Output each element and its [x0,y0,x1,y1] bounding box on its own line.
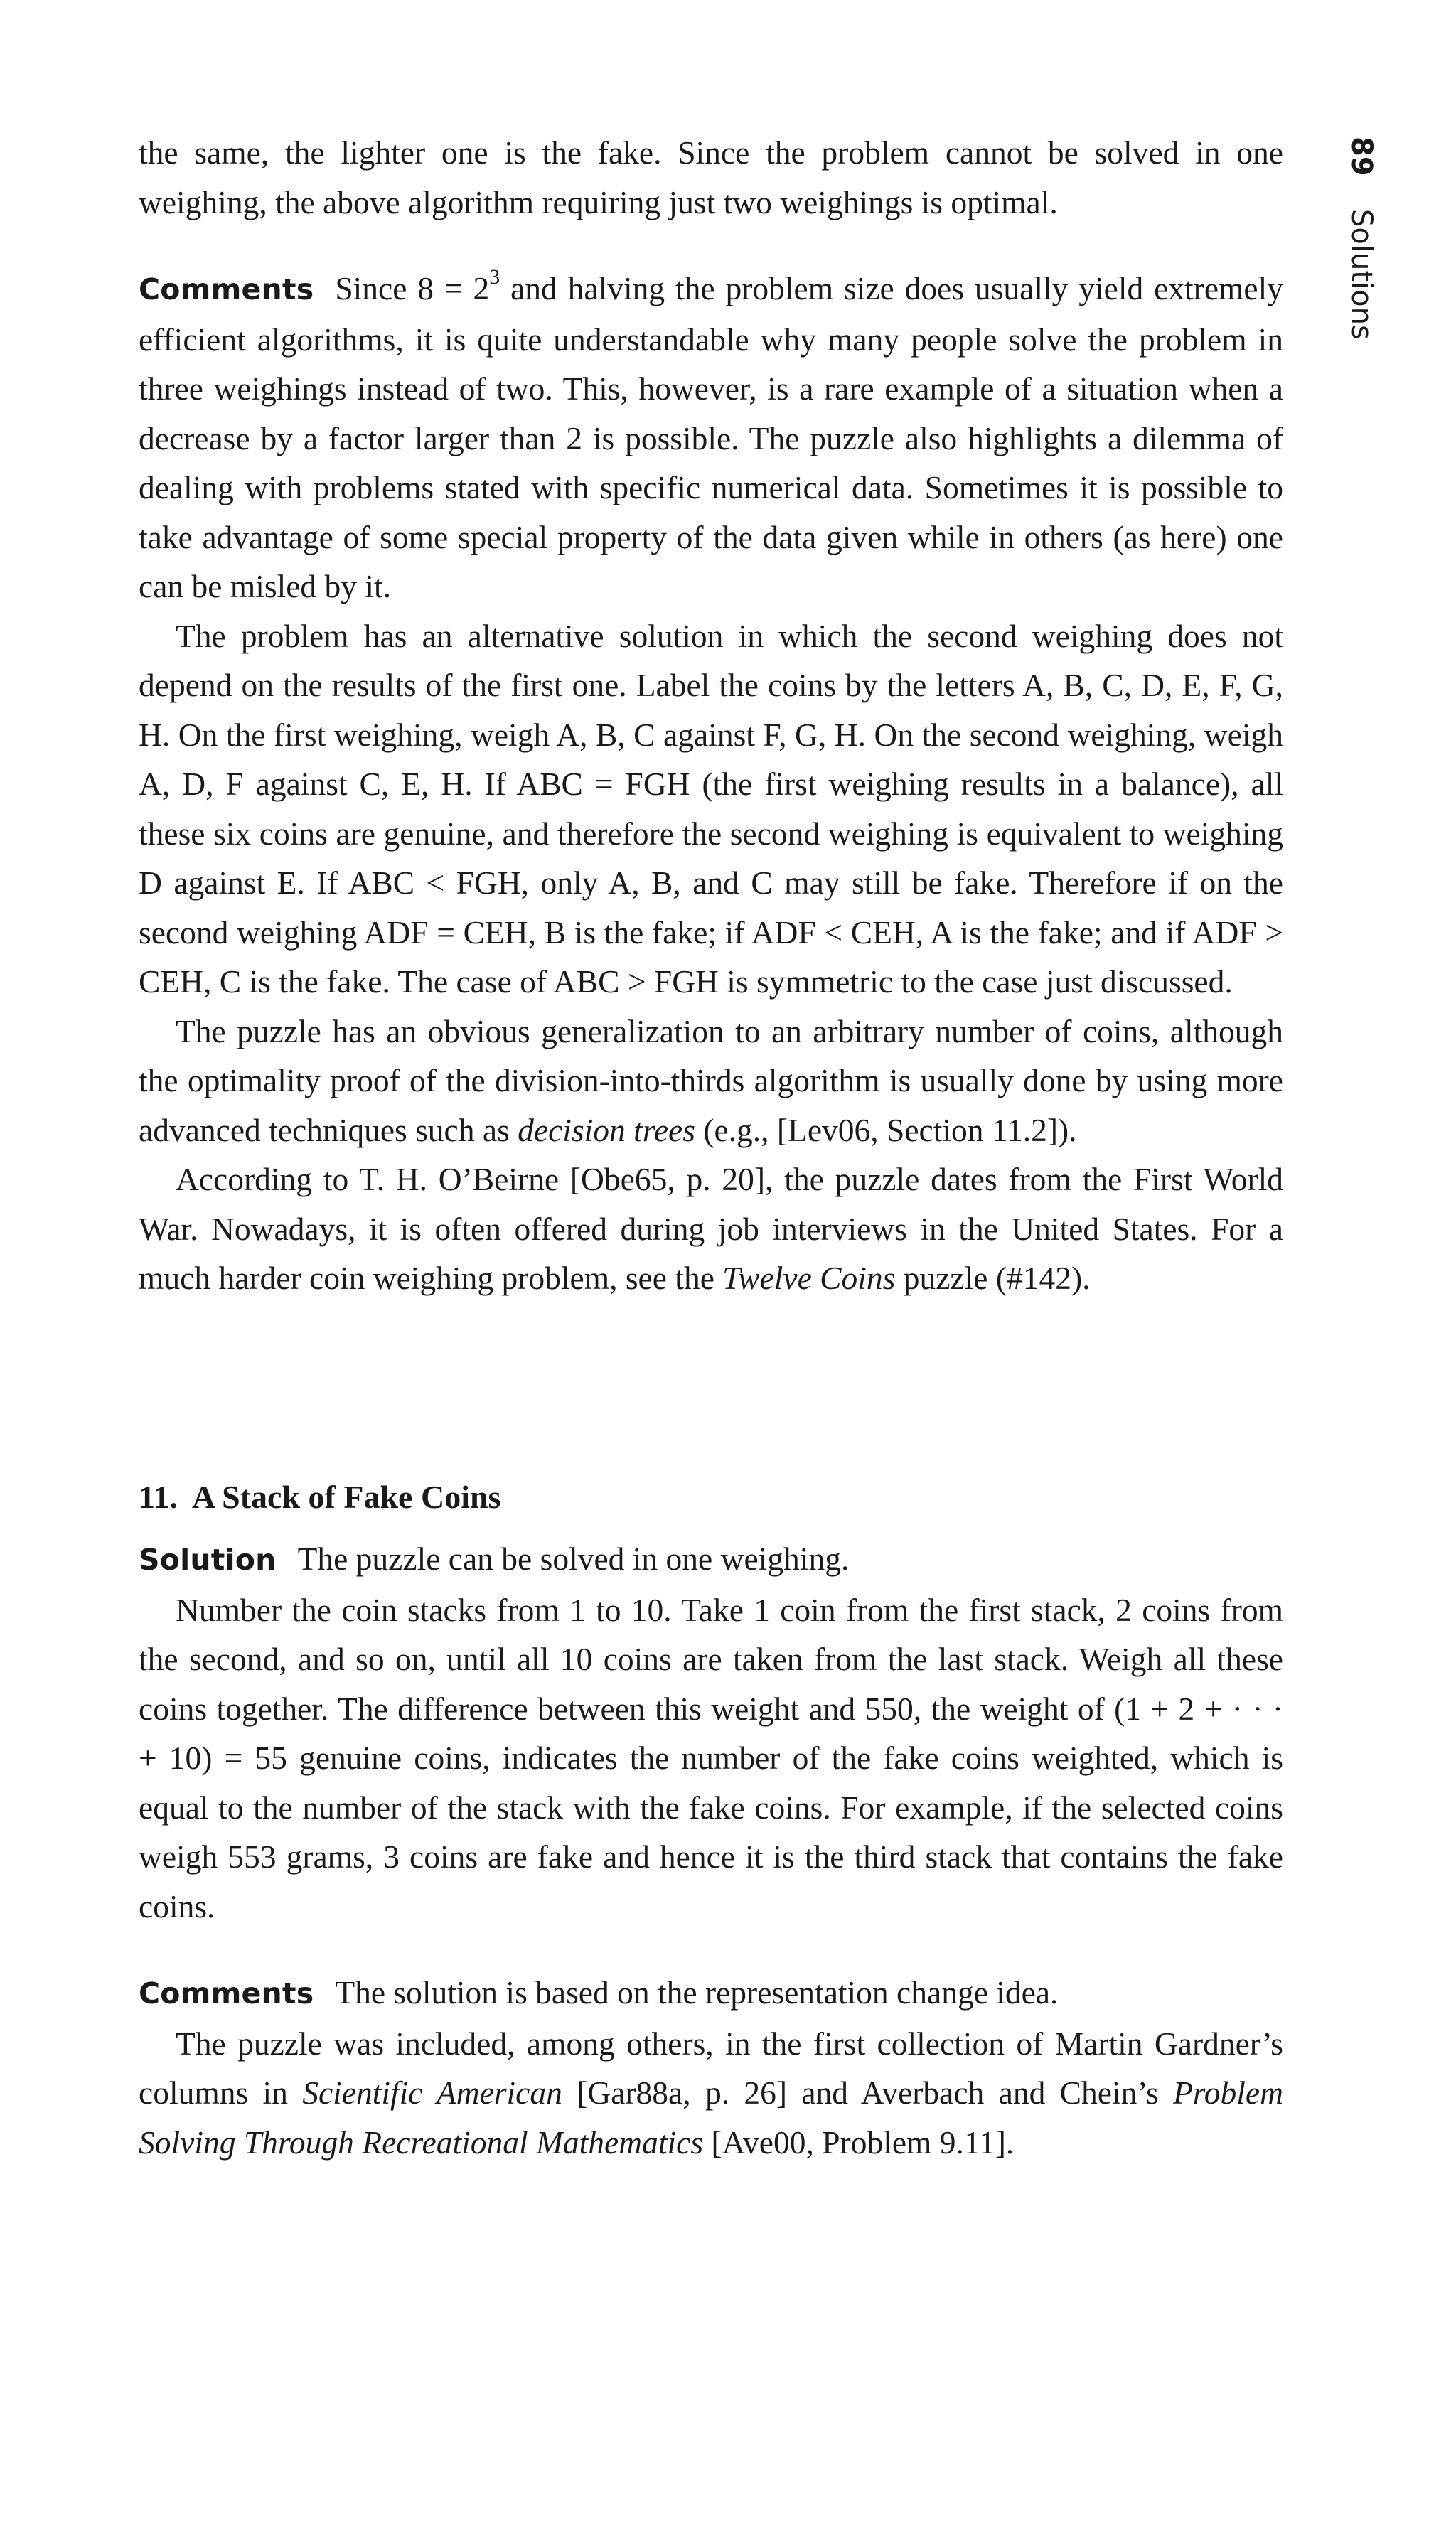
section-number: 11. [139,1478,178,1515]
solution-text: The puzzle can be solved in one weighing. [297,1541,850,1577]
page-number: 89 [1345,136,1378,176]
gardner-emphasis-1: Scientific American [302,2074,562,2111]
paragraph-method: Number the coin stacks from 1 to 10. Take 1 coin from the first stack, 2 coins from the second, and so on, until all 10 coins are taken from the last stack. Weigh all these coins together. The difference between this weight and 550, the weight of (1 + 2 + · · · + 10) = 55 genuine coins, indicates the number of the fake coins weighted, which is equal to the number of the stack with the fake coins. For example, if the selected coins weigh 553 grams, 3 coins are fake and hence it is the third stack that contains the fake coins. [139,1591,1283,1924]
comments-paragraph-2 [139,1968,1283,2019]
solution-paragraph [139,1534,1283,1585]
comments-text-2: The solution is based on the representation change idea. [335,1974,1059,2011]
comments-paragraph [139,264,1283,611]
history-text-b: puzzle (#142). [895,1260,1091,1296]
generalization-text-b: (e.g., [Lev06, Section 11.2]). [695,1111,1077,1148]
gardner-text-c: [Ave00, Problem 9.11]. [703,2124,1015,2161]
paragraph-alternative-solution: The problem has an alternative solution in which the second weighing does not depend on the results of the first one. Label the coins by the letters A, B, C, D, E, F, G, H. On the first weighing, weigh A, B, C against F, G, H. On the second weighing, weigh A, D, F against C, E, H. If ABC = FGH (the first weighing results in a balance), all these six coins are genuine, and therefore the second weighing is equivalent to weighing D against E. If ABC < FGH, only A, B, and C may still be fake. Therefore if on the second weighing ADF = CEH, B is the fake; if ADF < CEH, A is the fake; and if ADF > CEH, C is the fake. The case of ABC > FGH is symmetric to the case just discussed. [139,617,1283,1000]
generalization-text-a: The puzzle has an obvious generalization to an arbitrary number of coins, although the optimality proof of the division-into-thirds algorithm is usually done by using more advanced techniques such as [139,1012,1283,1148]
comments-label-2: Comments [139,1976,314,2011]
paragraph-generalization [139,1007,1283,1155]
generalization-emphasis: decision trees [518,1111,695,1148]
comments-superscript: 3 [489,265,500,289]
paragraph-history [139,1155,1283,1303]
running-head-section: Solutions [1345,208,1378,340]
paragraph-continuation: the same, the lighter one is the fake. Since the problem cannot be solved in one weighing, the above algorithm requiring just two weighings is optimal. [139,134,1283,220]
paragraph-gardner [139,2019,1283,2168]
comments-label: Comments [139,272,314,306]
gardner-text-a: The puzzle was included, among others, in the first collection of Martin Gardner’s columns in [139,2025,1283,2111]
comments-text-a: Since 8 = 2 [335,270,490,306]
running-head [1347,136,1376,350]
page-body [139,128,1283,2167]
section-heading [139,1472,1283,1522]
history-emphasis: Twelve Coins [722,1260,896,1296]
section-title: A Stack of Fake Coins [191,1478,501,1515]
solution-label: Solution [139,1543,277,1577]
gardner-emphasis-2: Problem Solving Through Recreational Mathematics [139,2074,1283,2161]
history-text-a: According to T. H. O’Beirne [Obe65, p. 20], the puzzle dates from the First World War. Nowadays, it is often offered during job interviews in the United States. For a much harder coin weighing problem, see the [139,1161,1283,1296]
comments-text-b: and halving the problem size does usually yield extremely efficient algorithms, it is quite understandable why many people solve the problem in three weighings instead of two. This, however, is a rare example of a situation when a decrease by a factor larger than 2 is possible. The puzzle also highlights a dilemma of dealing with problems stated with specific numerical data. Sometimes it is possible to take advantage of some special property of the data given while in others (as here) one can be misled by it. [139,270,1284,604]
gardner-text-b: [Gar88a, p. 26] and Averbach and Chein’s [562,2074,1173,2111]
